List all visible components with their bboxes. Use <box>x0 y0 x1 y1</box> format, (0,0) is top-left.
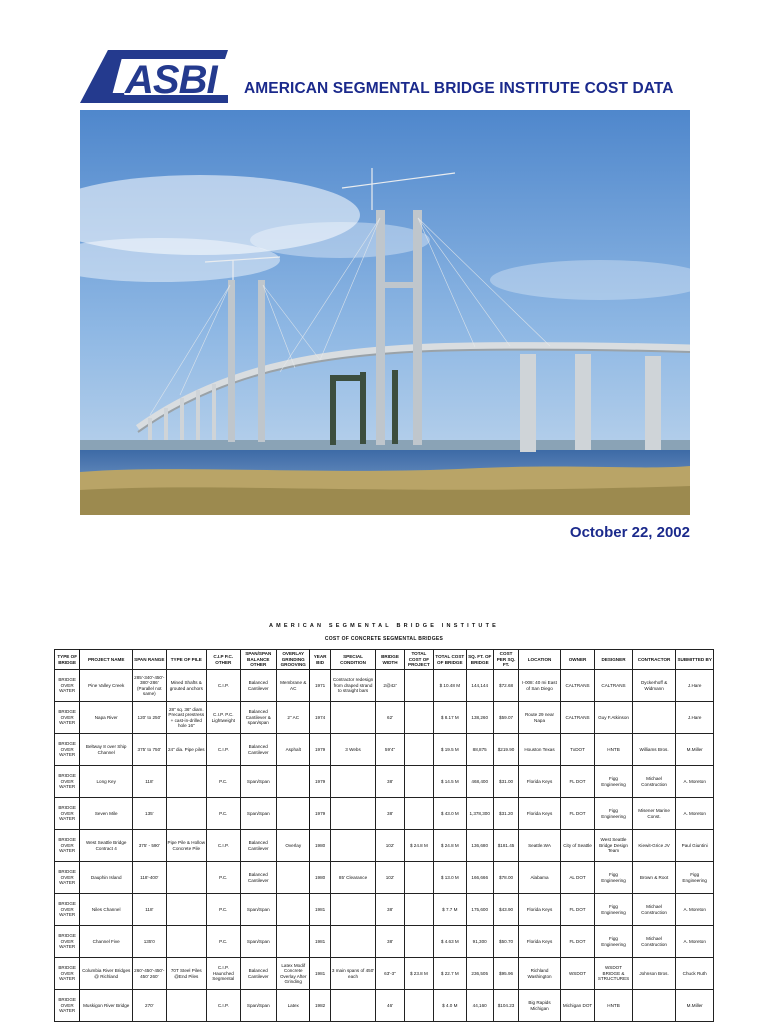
asbi-logo <box>78 47 236 105</box>
table-cell: Span/Span <box>240 798 276 830</box>
table-cell: Figg Engineering <box>595 766 633 798</box>
table-cell: 118' <box>133 894 166 926</box>
table-cell: BRIDGE OVER WATER <box>55 702 80 734</box>
table-cell <box>404 670 433 702</box>
table-cell: 375' - 590' <box>133 830 166 862</box>
table-cell: Balanced Cantilever & span/span <box>240 702 276 734</box>
table-cell: Mined Shafts & grouted anchors <box>166 670 207 702</box>
table-cell: City of Seattle <box>560 830 594 862</box>
table-title: AMERICAN SEGMENTAL BRIDGE INSTITUTE <box>268 623 500 629</box>
table-cell: A. Moreton <box>676 798 714 830</box>
table-cell: Dauphin Island <box>80 862 133 894</box>
table-cell: 175,600 <box>466 894 493 926</box>
table-cell: 1981 <box>310 958 330 990</box>
col-span-range: SPAN RANGE <box>133 650 166 670</box>
table-cell: Williams Bros. <box>632 734 676 766</box>
table-cell: 59'4" <box>376 734 404 766</box>
table-cell <box>330 766 376 798</box>
table-cell <box>632 702 676 734</box>
table-cell: $ 43.0 M <box>434 798 466 830</box>
table-cell: Johnson Bros. <box>632 958 676 990</box>
table-cell: 3 main spans of 450' each <box>330 958 376 990</box>
table-cell: BRIDGE OVER WATER <box>55 798 80 830</box>
table-cell: 144,144 <box>466 670 493 702</box>
table-cell <box>632 990 676 1022</box>
table-cell: $72.68 <box>493 670 518 702</box>
col-designer: DESIGNER <box>595 650 633 670</box>
table-cell: Asphalt <box>277 734 310 766</box>
table-cell: Florida Keys <box>519 766 561 798</box>
table-cell: M.Miller <box>676 734 714 766</box>
table-cell: AL DOT <box>560 862 594 894</box>
table-cell: Span/Span <box>240 894 276 926</box>
table-cell: P.C. <box>207 926 240 958</box>
page-title: AMERICAN SEGMENTAL BRIDGE INSTITUTE COST DATA <box>244 80 674 97</box>
table-cell: BRIDGE OVER WATER <box>55 990 80 1022</box>
table-cell <box>404 766 433 798</box>
table-cell: Figg Engineering <box>595 894 633 926</box>
table-cell: 38' <box>376 894 404 926</box>
table-cell: Chuck Ruth <box>676 958 714 990</box>
table-cell <box>277 894 310 926</box>
table-cell: Brown & Root <box>632 862 676 894</box>
table-cell <box>330 798 376 830</box>
table-cell: Overlay <box>277 830 310 862</box>
table-cell: Michael Construction <box>632 894 676 926</box>
table-cell: 166,666 <box>466 862 493 894</box>
table-cell: 2" AC <box>277 702 310 734</box>
table-cell <box>166 766 207 798</box>
table-cell: Span/Span <box>240 926 276 958</box>
table-cell: Columbia River Bridges @ Richland <box>80 958 133 990</box>
table-cell: Pipe Pile & Hollow Concrete Pile <box>166 830 207 862</box>
table-cell: Napa River <box>80 702 133 734</box>
table-cell: 1981 <box>310 926 330 958</box>
table-cell: $78.00 <box>493 862 518 894</box>
col-location: LOCATION <box>519 650 561 670</box>
table-cell: HNTB <box>595 734 633 766</box>
table-cell: $219.90 <box>493 734 518 766</box>
table-cell: 46' <box>376 990 404 1022</box>
logo-text: ASBI <box>125 58 217 102</box>
table-row <box>55 926 714 958</box>
table-cell: 285'-340'-450'-380'-286' (Parallel not same) <box>133 670 166 702</box>
table-cell: C.I.P. <box>207 734 240 766</box>
table-cell: $ 19.5 M <box>434 734 466 766</box>
table-cell: 1,378,300 <box>466 798 493 830</box>
table-cell: $ 23.8 M <box>404 958 433 990</box>
col-overlay: OVERLAY GRINDING GROOVING <box>277 650 310 670</box>
table-cell: Membrane & AC <box>277 670 310 702</box>
col-type: TYPE OF BRIDGE <box>55 650 80 670</box>
table-cell: Niles Channel <box>80 894 133 926</box>
table-cell: 1980 <box>310 830 330 862</box>
table-cell: $ 7.7 M <box>434 894 466 926</box>
table-cell: 1979 <box>310 798 330 830</box>
table-cell: $ 4.63 M <box>434 926 466 958</box>
table-cell: P.C. <box>207 798 240 830</box>
table-cell: Paul Giuntini <box>676 830 714 862</box>
table-cell: 468,400 <box>466 766 493 798</box>
table-cell: 85' Clearance <box>330 862 376 894</box>
table-cell: BRIDGE OVER WATER <box>55 670 80 702</box>
col-sq-ft: SQ. FT. OF BRIDGE <box>466 650 493 670</box>
table-subtitle: COST OF CONCRETE SEGMENTAL BRIDGES <box>324 636 444 642</box>
table-row <box>55 990 714 1022</box>
col-cip-pc: C.I.P P.C. OTHER <box>207 650 240 670</box>
col-total-cost-bridge: TOTAL COST OF BRIDGE <box>434 650 466 670</box>
table-cell: Florida Keys <box>519 926 561 958</box>
table-cell: BRIDGE OVER WATER <box>55 766 80 798</box>
table-cell: A. Moreton <box>676 766 714 798</box>
table-cell: Beltway 8 over Ship Channel <box>80 734 133 766</box>
table-cell: BRIDGE OVER WATER <box>55 958 80 990</box>
table-row <box>55 862 714 894</box>
table-cell: $59.07 <box>493 702 518 734</box>
table-cell: Florida Keys <box>519 798 561 830</box>
table-cell: 1974 <box>310 702 330 734</box>
table-cell: Span/Span <box>240 990 276 1022</box>
col-year-bid: YEAR BID <box>310 650 330 670</box>
table-cell: $50.70 <box>493 926 518 958</box>
table-cell <box>166 990 207 1022</box>
table-cell: Balanced Cantilever <box>240 734 276 766</box>
table-cell: Houston Texas <box>519 734 561 766</box>
table-cell: 24" dia. Pipe piles <box>166 734 207 766</box>
table-head <box>55 650 714 670</box>
table-cell: 1980 <box>310 862 330 894</box>
table-cell <box>330 990 376 1022</box>
table-cell: Balanced Cantilever <box>240 830 276 862</box>
table-cell: P.C. <box>207 894 240 926</box>
table-cell: Figg Engineering <box>676 862 714 894</box>
table-cell: $ 13.0 M <box>434 862 466 894</box>
table-cell: Figg Engineering <box>595 926 633 958</box>
table-cell: C.I.P. P.C. Lightweight <box>207 702 240 734</box>
table-cell: Richland Washington <box>519 958 561 990</box>
table-cell <box>404 926 433 958</box>
table-cell: 38' <box>376 766 404 798</box>
table-row <box>55 702 714 734</box>
table-cell: M.Miller <box>676 990 714 1022</box>
table-cell: FL DOT <box>560 766 594 798</box>
table-cell: 44,160 <box>466 990 493 1022</box>
table-row <box>55 670 714 702</box>
cost-table <box>54 649 714 1022</box>
table-cell: 1981 <box>310 894 330 926</box>
table-cell: C.I.P. Haunched Segmental <box>207 958 240 990</box>
table-cell <box>166 798 207 830</box>
table-cell: Latex Modif Concrete Overlay After Grinding <box>277 958 310 990</box>
table-cell: Span/Span <box>240 766 276 798</box>
header-row <box>55 650 714 670</box>
table-cell: 236,505 <box>466 958 493 990</box>
table-cell: C.I.P. <box>207 830 240 862</box>
table-cell: 28" sq. 36" diam. Precast prestress + cast-in-drilled hole 16" <box>166 702 207 734</box>
table-cell <box>404 702 433 734</box>
table-row <box>55 734 714 766</box>
table-cell: $31.20 <box>493 798 518 830</box>
report-date: October 22, 2002 <box>569 524 690 541</box>
table-row <box>55 958 714 990</box>
bridge-photo <box>80 110 690 515</box>
table-cell: Big Rapids Michigan <box>519 990 561 1022</box>
col-contractor: CONTRACTOR <box>632 650 676 670</box>
table-cell: Florida Keys <box>519 894 561 926</box>
table-cell <box>330 894 376 926</box>
table-cell: Route 29 near Napa <box>519 702 561 734</box>
table-cell: J.Hare <box>676 702 714 734</box>
table-cell: 3 Webs <box>330 734 376 766</box>
table-cell: A. Moreton <box>676 894 714 926</box>
table-cell: WSDOT <box>560 958 594 990</box>
table-cell: P.C. <box>207 766 240 798</box>
table-cell: Contractor redesign from draped strand to straight bars <box>330 670 376 702</box>
table-row <box>55 766 714 798</box>
table-cell: FL DOT <box>560 926 594 958</box>
table-cell <box>404 862 433 894</box>
table-cell <box>166 862 207 894</box>
table-cell <box>277 926 310 958</box>
table-cell: CALTRANS <box>560 670 594 702</box>
table-cell: Dyckerhoff & Widmann <box>632 670 676 702</box>
table-cell: 118' <box>133 766 166 798</box>
table-cell <box>277 798 310 830</box>
table-cell <box>166 894 207 926</box>
col-owner: OWNER <box>560 650 594 670</box>
table-cell: West Seattle Bridge Contract 4 <box>80 830 133 862</box>
table-cell <box>330 702 376 734</box>
table-cell <box>330 830 376 862</box>
table-cell: 260'-450'-450'-450' 260' <box>133 958 166 990</box>
col-project-name: PROJECT NAME <box>80 650 133 670</box>
table-cell <box>330 926 376 958</box>
table-cell: J.Hare <box>676 670 714 702</box>
table-cell <box>277 862 310 894</box>
table-cell: $43.90 <box>493 894 518 926</box>
table-cell: C.I.P. <box>207 990 240 1022</box>
table-cell: Seattle.WA <box>519 830 561 862</box>
table-cell: 91,300 <box>466 926 493 958</box>
table-cell: $31.00 <box>493 766 518 798</box>
table-cell: 135'0 <box>133 926 166 958</box>
table-cell: Kiewit-Grice JV <box>632 830 676 862</box>
table-cell: $104.23 <box>493 990 518 1022</box>
table-cell: 63'-3" <box>376 958 404 990</box>
table-cell: CALTRANS <box>595 670 633 702</box>
table-cell: FL DOT <box>560 798 594 830</box>
table-cell: $ 10.48 M <box>434 670 466 702</box>
table-cell: Michael Construction <box>632 926 676 958</box>
table-cell: Misener Marine Const. <box>632 798 676 830</box>
table-cell: BRIDGE OVER WATER <box>55 894 80 926</box>
table-cell <box>404 990 433 1022</box>
col-span-balance: SPAN/SPAN BALANCE OTHER <box>240 650 276 670</box>
table-cell: Seven Mile <box>80 798 133 830</box>
table-cell: 62' <box>376 702 404 734</box>
table-cell: I-008: 40 mi East of San Diego <box>519 670 561 702</box>
table-cell: 38' <box>376 798 404 830</box>
table-cell: 118'-400' <box>133 862 166 894</box>
table-cell: BRIDGE OVER WATER <box>55 862 80 894</box>
table-cell: TxDOT <box>560 734 594 766</box>
table-cell: WSDOT BRIDGE & STRUCTURES <box>595 958 633 990</box>
table-cell: HNTB <box>595 990 633 1022</box>
table-cell: 1982 <box>310 990 330 1022</box>
col-submitted-by: SUBMITTED BY <box>676 650 714 670</box>
table-cell: Channel Five <box>80 926 133 958</box>
table-cell <box>404 798 433 830</box>
table-cell: 102' <box>376 830 404 862</box>
table-cell: West Seattle Bridge Design Team <box>595 830 633 862</box>
table-cell: Balanced Cantilever <box>240 670 276 702</box>
table-cell: BRIDGE OVER WATER <box>55 734 80 766</box>
table-cell: $ 24.8 M <box>434 830 466 862</box>
table-cell: C.I.P. <box>207 670 240 702</box>
table-row <box>55 830 714 862</box>
table-body <box>55 670 714 1022</box>
table-cell <box>277 766 310 798</box>
table-row <box>55 798 714 830</box>
table-cell: 88,875 <box>466 734 493 766</box>
table-row <box>55 894 714 926</box>
col-cost-per-sqft: COST PER SQ. FT. <box>493 650 518 670</box>
table-cell: BRIDGE OVER WATER <box>55 926 80 958</box>
table-cell: BRIDGE OVER WATER <box>55 830 80 862</box>
table-cell: Latex <box>277 990 310 1022</box>
col-bridge-width: BRIDGE WIDTH <box>376 650 404 670</box>
col-special-condition: SPECIAL CONDITION <box>330 650 376 670</box>
table-cell: $181.45 <box>493 830 518 862</box>
table-cell: Muskigon River Bridge <box>80 990 133 1022</box>
col-total-cost-project: TOTAL COST OF PROJECT <box>404 650 433 670</box>
table-cell: 102' <box>376 862 404 894</box>
table-cell: Balanced Cantilever <box>240 958 276 990</box>
table-cell: $95.96 <box>493 958 518 990</box>
table-cell: 1979 <box>310 734 330 766</box>
table-cell: 1971 <box>310 670 330 702</box>
table-cell: $ 14.5 M <box>434 766 466 798</box>
table-cell: Pine Valley Creek <box>80 670 133 702</box>
table-cell: A. Moreton <box>676 926 714 958</box>
table-cell: Balanced Cantilever <box>240 862 276 894</box>
table-cell: 120' to 250' <box>133 702 166 734</box>
table-cell: $ 24.8 M <box>404 830 433 862</box>
table-cell: 135' <box>133 798 166 830</box>
table-cell <box>404 894 433 926</box>
table-cell: Long Key <box>80 766 133 798</box>
table-cell: Michigan DOT <box>560 990 594 1022</box>
table-cell: 136,680 <box>466 830 493 862</box>
table-cell: $ 8.17 M <box>434 702 466 734</box>
table-cell: Michael Construction <box>632 766 676 798</box>
table-cell: $ 22.7 M <box>434 958 466 990</box>
table-cell: Figg Engineering <box>595 798 633 830</box>
table-cell: FL DOT <box>560 894 594 926</box>
table-cell: 375' to 750' <box>133 734 166 766</box>
table-cell: Figg Engineering <box>595 862 633 894</box>
table-cell: 1979 <box>310 766 330 798</box>
col-type-of-pile: TYPE OF PILE <box>166 650 207 670</box>
table-cell: 138,260 <box>466 702 493 734</box>
table-cell: 2@42' <box>376 670 404 702</box>
table-cell <box>166 926 207 958</box>
table-cell: 70T Steel Piles @End Piles <box>166 958 207 990</box>
table-cell: P.C. <box>207 862 240 894</box>
table-cell: 38' <box>376 926 404 958</box>
table-cell <box>404 734 433 766</box>
table-cell: 270' <box>133 990 166 1022</box>
table-cell: Guy F.Atkinson <box>595 702 633 734</box>
table-cell: $ 4.0 M <box>434 990 466 1022</box>
table-cell: CALTRANS <box>560 702 594 734</box>
table-cell: Alabama <box>519 862 561 894</box>
